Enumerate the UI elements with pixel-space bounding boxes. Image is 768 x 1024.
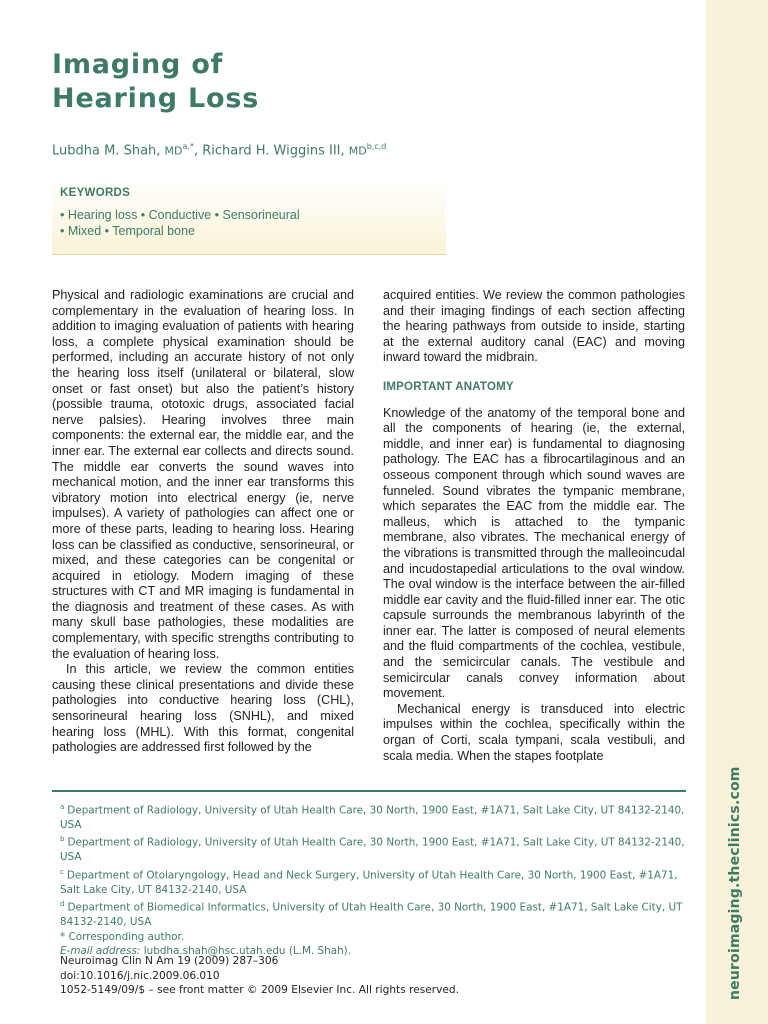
citation-block <box>60 954 686 998</box>
author-2-degree: MD <box>348 144 367 158</box>
paragraph: Mechanical energy is transduced into electric impulses within the cochlea, specifically within the organ of Corti, scala tympani, scala vestibuli, and scala media. When the stapes footplate <box>383 701 685 763</box>
keywords-line-1: • Hearing loss • Conductive • Sensorineural <box>60 208 300 222</box>
article-title <box>52 48 259 116</box>
doi[interactable]: doi:10.1016/j.nic.2009.06.010 <box>60 969 220 982</box>
keywords-line-2: • Mixed • Temporal bone <box>60 224 195 238</box>
footnote-d <box>60 897 686 929</box>
footnote-c <box>60 865 686 897</box>
journal-url[interactable]: neuroimaging.theclinics.com <box>727 766 743 1000</box>
footnotes <box>60 800 686 959</box>
title-line-2: Hearing Loss <box>52 83 260 114</box>
footnote-mark: b <box>60 835 65 844</box>
paragraph: Physical and radiologic examinations are crucial and complementary in the evaluation of hearing loss. In addition to imaging evaluation of patients with hearing loss, a complete physical examination should be performed, including an accurate history of not only the hearing loss itself (unilateral or bilateral, slow onset or fast onset) but also the patient’s history (possible trauma, ototoxic drugs, associated facial nerve palsies). Hearing involves three main components: the external ear, the middle ear, and the inner ear. The external ear collects and directs sound. The middle ear converts the sound waves into mechanical motion, and the inner ear transforms this vibratory motion into electrical energy (ie, nerve impulses). A variety of pathologies can affect one or more of these parts, leading to hearing loss. Hearing loss can be classified as conductive, sensorineural, or mixed, and these categories can be congenital or acquired in etiology. Modern imaging of these structures with CT and MR imaging is fundamental in the diagnosis and treatment of these cases. As with many skull base pathologies, these modalities are complementary, with specific strengths contributing to the evaluation of hearing loss. <box>52 288 354 661</box>
footnote-text: Department of Radiology, University of Utah Health Care, 30 North, 1900 East, #1A71, Salt Lake City, UT 84132-2140, USA <box>60 836 685 864</box>
title-line-1: Imaging of <box>52 49 224 80</box>
footnote-b <box>60 832 686 864</box>
keywords-heading: KEYWORDS <box>60 187 131 199</box>
footnote-mark: c <box>60 867 64 876</box>
paragraph: In this article, we review the common entities causing these clinical presentations and divide these pathologies into conductive hearing loss (CHL), sensorineural hearing loss (SNHL), and mixed hearing loss (MHL). With this format, congenital pathologies are addressed first followed by the <box>52 662 354 755</box>
footnote-mark: d <box>60 900 65 909</box>
journal-citation: Neuroimag Clin N Am 19 (2009) 287–306 <box>60 955 279 967</box>
author-separator: , Richard H. Wiggins III, <box>193 143 349 159</box>
author-line <box>52 142 386 158</box>
author-2-affiliation-mark: b,c,d <box>366 142 387 151</box>
footnote-text: Department of Radiology, University of Utah Health Care, 30 North, 1900 East, #1A71, Salt Lake City, UT 84132-2140, USA <box>60 804 685 831</box>
email-label: E-mail address: <box>60 945 141 958</box>
footnote-text: Department of Otolaryngology, Head and Neck Surgery, University of Utah Health Care, 30 North, 1900 East, #1A71, Salt Lake City, UT 84132-2140, USA <box>60 869 678 896</box>
keywords-box <box>52 177 446 255</box>
corresponding-author-note: * Corresponding author. <box>60 930 185 943</box>
body-column-left <box>52 288 354 756</box>
email-link[interactable]: lubdha.shah@hsc.utah.edu (L.M. Shah). <box>143 945 352 958</box>
author-1-name: Lubdha M. Shah, <box>52 143 165 159</box>
body-column-right <box>383 288 685 764</box>
footnote-divider <box>52 790 686 792</box>
author-1-affiliation-mark: a,* <box>182 142 194 151</box>
footnote-text: Department of Biomedical Informatics, University of Utah Health Care, 30 North, 1900 East, #1A71, Salt Lake City, UT 84132-2140, USA <box>60 901 683 929</box>
author-1-degree: MD <box>164 144 183 158</box>
footnote-mark: a <box>60 803 65 811</box>
section-heading: IMPORTANT ANATOMY <box>383 380 514 393</box>
copyright-line: 1052-5149/09/$ – see front matter © 2009 Elsevier Inc. All rights reserved. <box>60 984 459 996</box>
footnote-a <box>60 800 686 832</box>
paragraph: Knowledge of the anatomy of the temporal bone and all the components of hearing (ie, the external, middle, and inner ear) is fundamental to diagnosing pathology. The EAC has a fibrocartilaginous and an osseous component through which sound waves are funneled. Sound vibrates the tympanic membrane, which separates the EAC from the middle ear. The malleus, which is attached to the tympanic membrane, also vibrates. The mechanical energy of the vibrations is transmitted through the malleoincudal and incudostapedial articulations to the oval window. The oval window is the interface between the air-filled middle ear cavity and the fluid-filled inner ear. The otic capsule surrounds the membranous labyrinth of the inner ear. The latter is composed of neural elements and the fluid compartments of the cochlea, vestibule, and the semicircular canals. The vestibule and semicircular canals convey information about movement. <box>383 405 685 701</box>
paragraph: acquired entities. We review the common pathologies and their imaging findings of each section affecting the hearing pathways from outside to inside, starting at the external auditory canal (EAC) and moving inward toward the midbrain. <box>383 288 685 365</box>
